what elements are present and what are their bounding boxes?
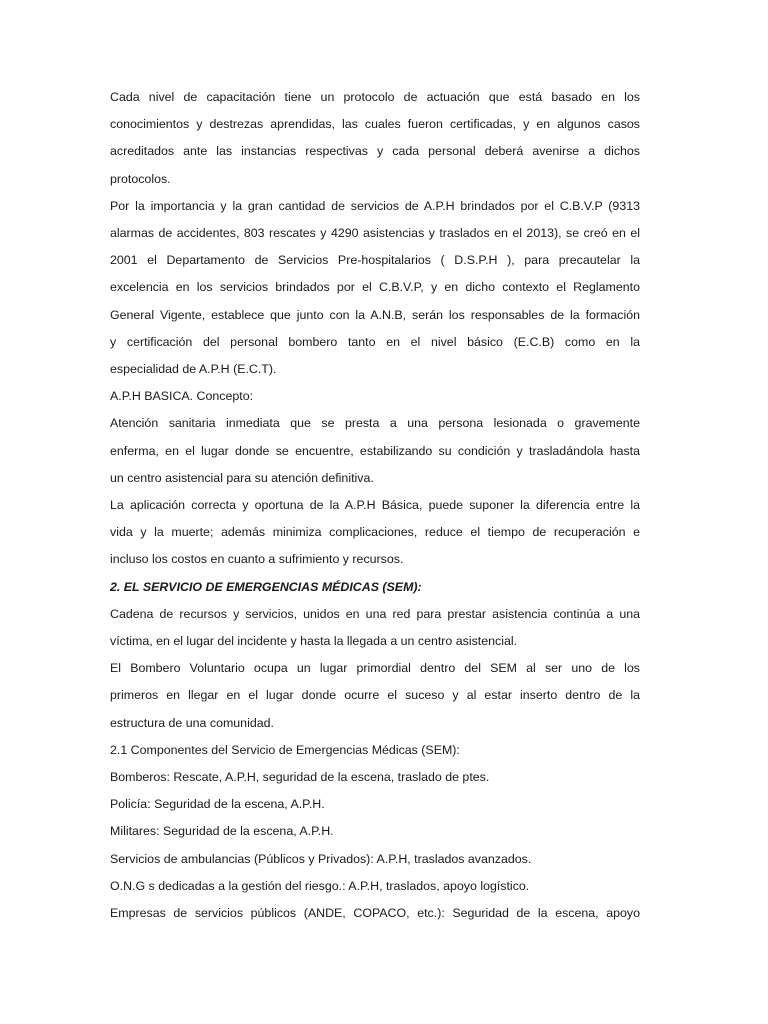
list-item: Empresas de servicios públicos (ANDE, COPACO, etc.): Seguridad de la escena, apoyo (110, 906, 640, 921)
text-line: un centro asistencial para su atención definitiva. (110, 470, 374, 485)
text-line: víctima, en el lugar del incidente y hasta la llegada a un centro asistencial. (110, 634, 518, 649)
text-line: La aplicación correcta y oportuna de la A.P.H Básica, puede suponer la diferencia entre la (110, 498, 640, 513)
subsection-heading: 2.1 Componentes del Servicio de Emergencias Médicas (SEM): (110, 742, 460, 757)
text-line: enferma, en el lugar donde se encuentre, estabilizando su condición y trasladándola hasta (110, 443, 640, 458)
text-line: Atención sanitaria inmediata que se presta a una persona lesionada o gravemente (110, 416, 640, 431)
list-item: Policía: Seguridad de la escena, A.P.H. (110, 797, 325, 812)
text-line: Por la importancia y la gran cantidad de servicios de A.P.H brindados por el C.B.V.P (9313 (110, 198, 640, 213)
text-line: Cada nivel de capacitación tiene un protocolo de actuación que está basado en los (110, 90, 640, 104)
text-line: General Vigente, establece que junto con la A.N.B, serán los responsables de la formación (110, 307, 640, 322)
text-line: Cadena de recursos y servicios, unidos en una red para prestar asistencia continúa a una (110, 606, 640, 621)
document-body (110, 84, 640, 927)
text-line: vida y la muerte; además minimiza complicaciones, reduce el tiempo de recuperación e (110, 525, 640, 540)
text-line: 2001 el Departamento de Servicios Pre-hospitalarios ( D.S.P.H ), para precautelar la (110, 253, 640, 268)
text-line: estructura de una comunidad. (110, 715, 274, 730)
section-label: A.P.H BASICA. Concepto: (110, 389, 254, 404)
section-heading: 2. EL SERVICIO DE EMERGENCIAS MÉDICAS (SEM): (110, 579, 422, 594)
text-line: primeros en llegar en el lugar donde ocurre el suceso y al estar inserto dentro de la (110, 688, 640, 703)
list-item: Bomberos: Rescate, A.P.H, seguridad de la escena, traslado de ptes. (110, 770, 490, 785)
text-line: y certificación del personal bombero tanto en el nivel básico (E.C.B) como en la (110, 334, 640, 349)
list-item: Servicios de ambulancias (Públicos y Privados): A.P.H, traslados avanzados. (110, 851, 532, 866)
text-line: conocimientos y destrezas aprendidas, las cuales fueron certificadas, y en algunos casos (110, 117, 640, 132)
text-line: excelencia en los servicios brindados por el C.B.V.P, y en dicho contexto el Reglamento (110, 280, 640, 295)
list-item: O.N.G s dedicadas a la gestión del riesgo.: A.P.H, traslados, apoyo logístico. (110, 878, 530, 893)
text-line: especialidad de A.P.H (E.C.T). (110, 362, 277, 377)
text-line: alarmas de accidentes, 803 rescates y 4290 asistencias y traslados en el 2013), se creó en el (110, 226, 640, 241)
text-line: acreditados ante las instancias respectivas y cada personal deberá avenirse a dichos (110, 144, 640, 159)
list-item: Militares: Seguridad de la escena, A.P.H. (110, 824, 334, 839)
text-line: El Bombero Voluntario ocupa un lugar primordial dentro del SEM al ser uno de los (110, 661, 640, 676)
text-line: incluso los costos en cuanto a sufrimiento y recursos. (110, 552, 404, 567)
text-line: protocolos. (110, 171, 171, 186)
